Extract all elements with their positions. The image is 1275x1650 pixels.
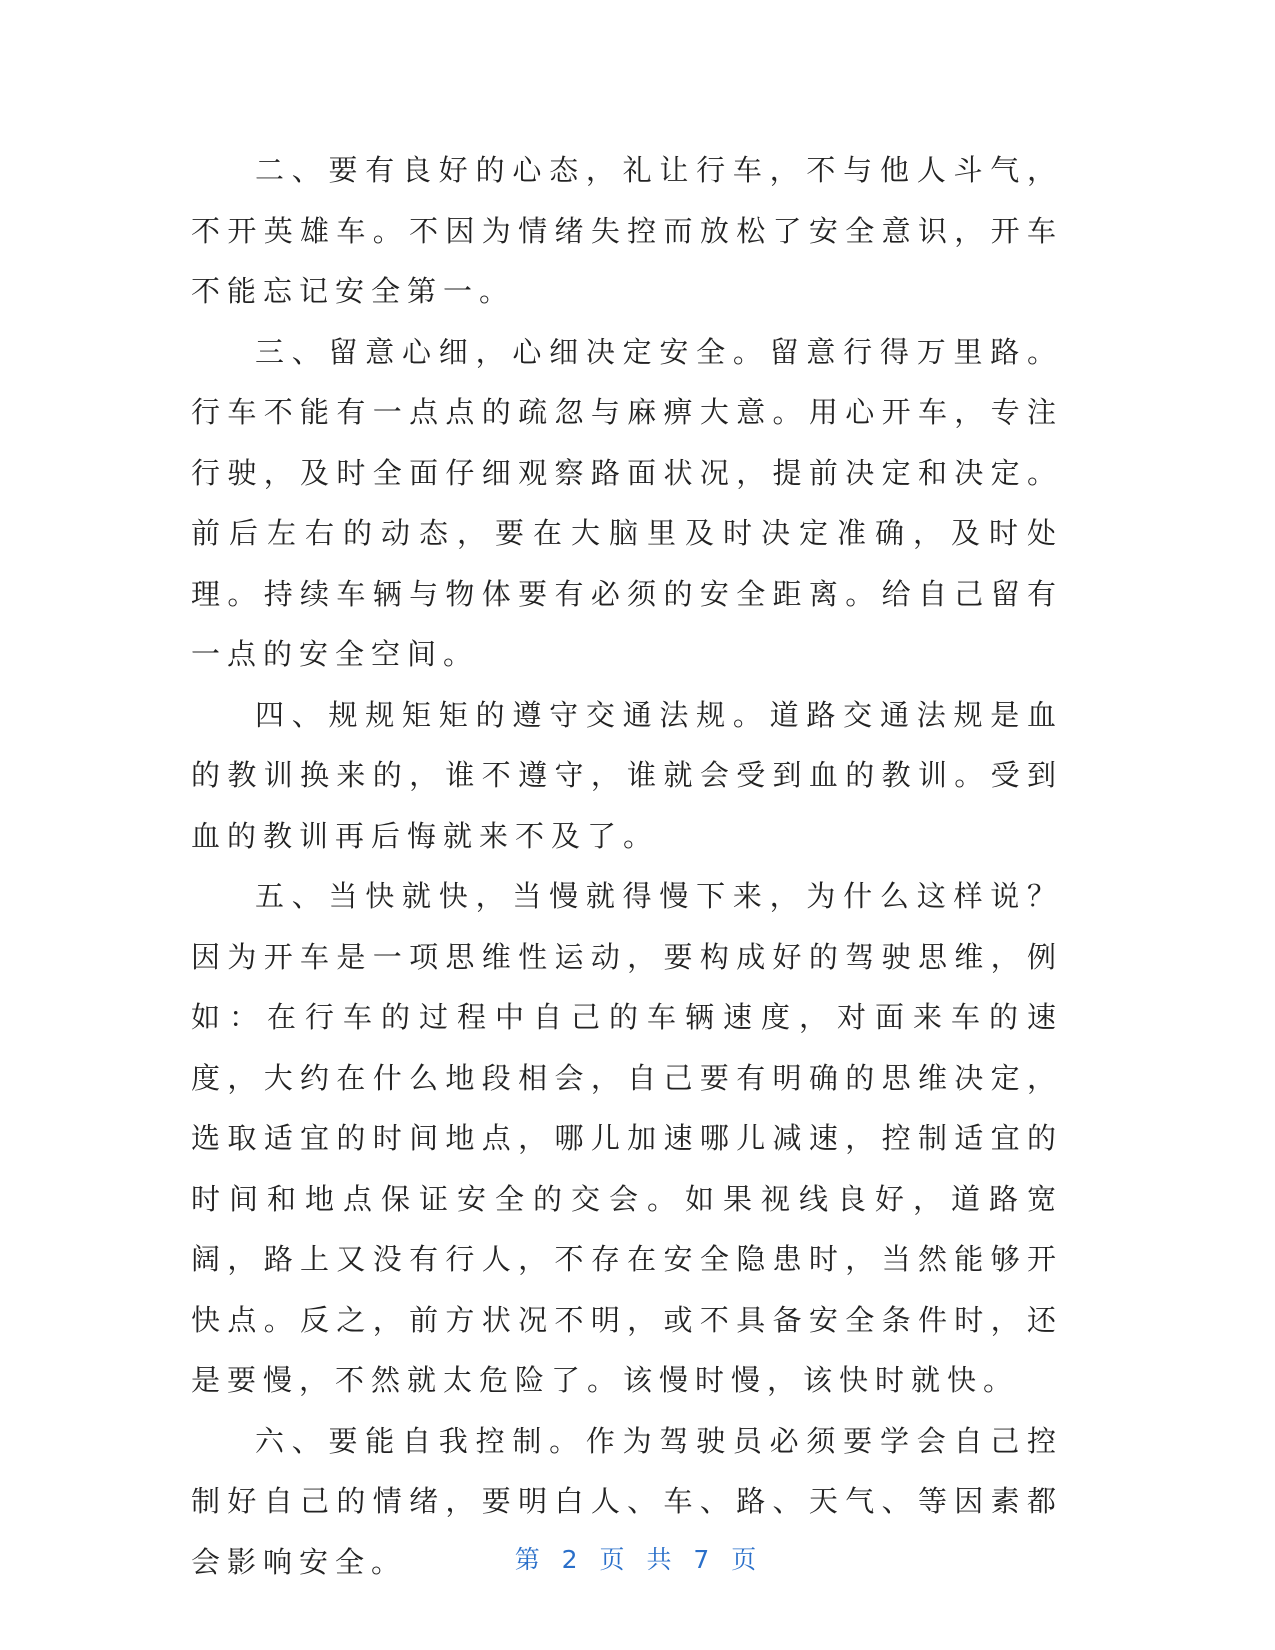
paragraph-3: 三、留意心细，心细决定安全。留意行得万里路。行车不能有一点点的疏忽与麻痹大意。用心开车，专注行驶，及时全面仔细观察路面状况，提前决定和决定。前后左右的动态，要在大脑里及时决定准确，及时处理。持续车辆与物体要有必须的安全距离。给自己留有一点的安全空间。 — [191, 334, 1063, 671]
paragraph-4: 四、规规矩矩的遵守交通法规。道路交通法规是血的教训换来的，谁不遵守，谁就会受到血的教训。受到血的教训再后悔就来不及了。 — [191, 697, 1063, 853]
document-body — [191, 140, 1063, 1592]
paragraph-2: 二、要有良好的心态，礼让行车，不与他人斗气，不开英雄车。不因为情绪失控而放松了安全意识，开车不能忘记安全第一。 — [191, 153, 1063, 308]
paragraph-5: 五、当快就快，当慢就得慢下来，为什么这样说？因为开车是一项思维性运动，要构成好的驾驶思维，例如：在行车的过程中自己的车辆速度，对面来车的速度，大约在什么地段相会，自己要有明确的思维决定，选取适宜的时间地点，哪儿加速哪儿减速，控制适宜的时间和地点保证安全的交会。如果视线良好，道路宽阔，路上又没有行人，不存在安全隐患时，当然能够开快点。反之，前方状况不明，或不具备安全条件时，还是要慢，不然就太危险了。该慢时慢，该快时就快。 — [191, 879, 1063, 1397]
paragraph-6: 六、要能自我控制。作为驾驶员必须要学会自己控制好自己的情绪，要明白人、车、路、天气、等因素都会影响安全。 — [191, 1423, 1063, 1579]
page-number-footer: 第 2 页 共 7 页 — [514, 1545, 761, 1574]
